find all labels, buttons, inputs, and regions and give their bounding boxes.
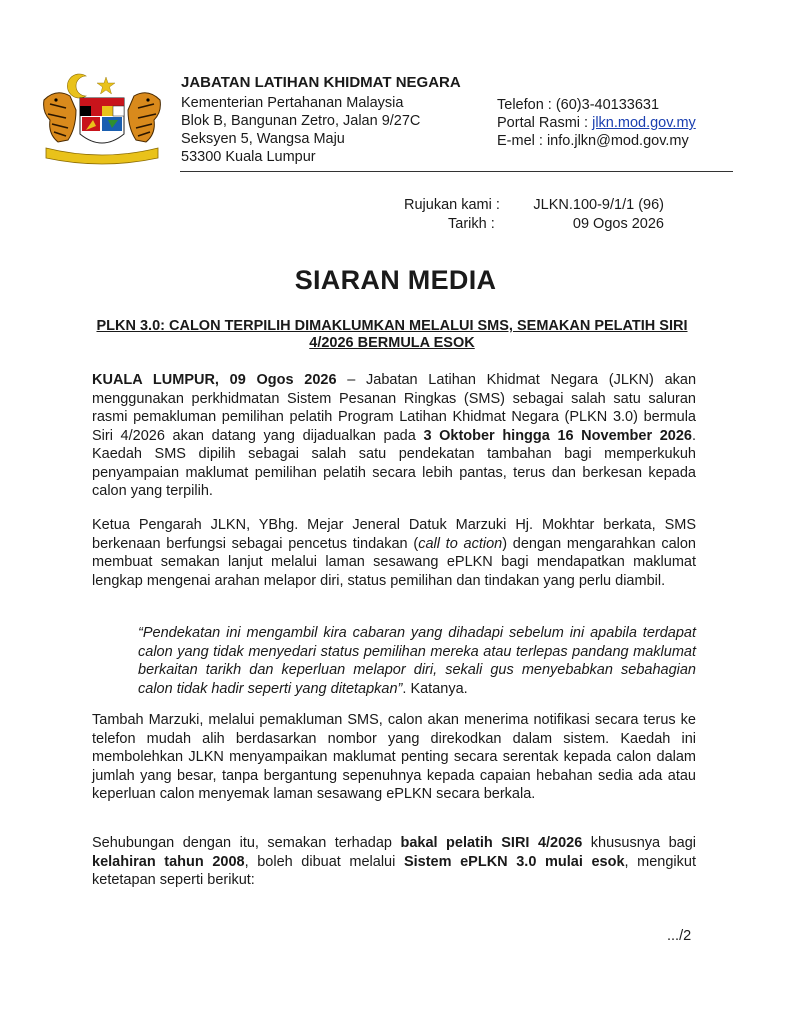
paragraph-3: Tambah Marzuki, melalui pemakluman SMS, calon akan menerima notifikasi secara terus ke telefon mudah alih berdasarkan nombor yang direkodkan dalam sistem. Kaedah ini membolehkan JLKN menyampaikan maklumat penting secara serentak kepada calon dalam jumlah yang besar, tanpa bergantung sepenuhnya kepada capaian hebahan sedia ada atau keperluan calon menyemak laman sesawang ePLKN secara berkala. — [92, 712, 696, 802]
headline: PLKN 3.0: CALON TERPILIH DIMAKLUMKAN MELALUI SMS, SEMAKAN PELATIH SIRI 4/2026 BERMULA ESOK — [96, 318, 688, 351]
organisation-address — [181, 74, 461, 166]
telephone: Telefon : (60)3-40133631 — [497, 97, 660, 113]
portal-line — [497, 114, 696, 132]
paragraph-text: , mengikut ketetapan seperti berikut: — [92, 853, 696, 888]
rujukan-value: JLKN.100-9/1/1 (96) — [533, 197, 664, 213]
dateline: KUALA LUMPUR, 09 Ogos 2026 — [92, 372, 337, 388]
rujukan-label: Rujukan kami : — [404, 197, 500, 213]
reference-values — [522, 196, 664, 234]
organisation-name: JABATAN LATIHAN KHIDMAT NEGARA — [181, 74, 461, 91]
bold-term: Sistem ePLKN 3.0 mulai esok — [403, 853, 625, 870]
page-continuation-marker: .../2 — [667, 928, 692, 944]
quote-text: “Pendekatan ini mengambil kira cabaran yang dihadapi sebelum ini apabila terdapat calon yang tidak menyedari status pemilihan mereka atau terlepas pandang maklumat berkaitan tarikh dan keperluan melapor diri, sekali gus menyebabkan sebahagian calon tidak hadir seperti yang ditetapkan” — [138, 625, 696, 697]
paragraph-text: ) dengan mengarahkan calon membuat semakan lanjut melalui laman sesawang ePLKN bagi mendapatkan maklumat lengkap mengenai arahan melapor diri, status pemilihan dan tindakan yang perlu diambil. — [92, 535, 696, 589]
paragraph-text: , boleh dibuat melalui — [244, 853, 404, 870]
letterhead-divider — [180, 171, 733, 172]
address-line: 53300 Kuala Lumpur — [181, 149, 316, 165]
contact-details — [497, 96, 696, 150]
bold-term: bakal pelatih SIRI 4/2026 — [400, 835, 583, 851]
quote-tail: . Katanya. — [402, 680, 468, 697]
tarikh-value: 09 Ogos 2026 — [572, 216, 664, 232]
paragraph-text: Sehubungan dengan itu, semakan terhadap — [92, 835, 401, 851]
programme-dates: 3 Oktober hingga 16 November 2026 — [423, 427, 692, 444]
paragraph-1 — [92, 371, 696, 501]
paragraph-text: Ketua Pengarah JLKN, YBhg. Mejar Jeneral Datuk Marzuki Hj. Mokhtar berkata, SMS berkenaan berfungsi sebagai pencetus tindakan ( — [92, 517, 696, 552]
tarikh-label: Tarikh : — [448, 216, 495, 232]
paragraph-text: – Jabatan Latihan Khidmat Negara (JLKN) akan menggunakan perkhidmatan Sistem Pesanan Ringkas (SMS) sebagai salah satu saluran rasmi pemakluman pemilihan pelatih Program Latihan Khidmat Negara (PLKN 3.0) bermula Siri 4/2026 akan datang yang dijadualkan pada — [92, 372, 697, 444]
portal-label: Portal Rasmi : — [497, 115, 593, 131]
portal-link[interactable]: jlkn.mod.gov.my — [592, 115, 696, 131]
paragraph-text: . Kaedah SMS dipilih sebagai salah satu pendekatan tambahan bagi memperkukuh penyampaian maklumat pemilihan pelatih secara lebih pantas, terus dan berkesan kepada calon yang terpilih. — [92, 427, 696, 499]
malaysia-coat-of-arms-icon — [36, 70, 168, 166]
paragraph-2 — [92, 516, 696, 590]
email: E-mel : info.jlkn@mod.gov.my — [497, 133, 689, 149]
reference-labels — [404, 196, 500, 234]
address-line: Kementerian Pertahanan Malaysia — [181, 95, 404, 111]
italic-term: call to action — [418, 535, 503, 552]
bold-term: kelahiran tahun 2008 — [92, 853, 245, 870]
quote-block — [138, 624, 696, 698]
paragraph-text: khususnya bagi — [582, 835, 696, 851]
paragraph-4 — [92, 834, 696, 890]
address-line: Seksyen 5, Wangsa Maju — [181, 131, 345, 147]
address-line: Blok B, Bangunan Zetro, Jalan 9/27C — [181, 113, 421, 129]
page-title: SIARAN MEDIA — [294, 265, 497, 295]
